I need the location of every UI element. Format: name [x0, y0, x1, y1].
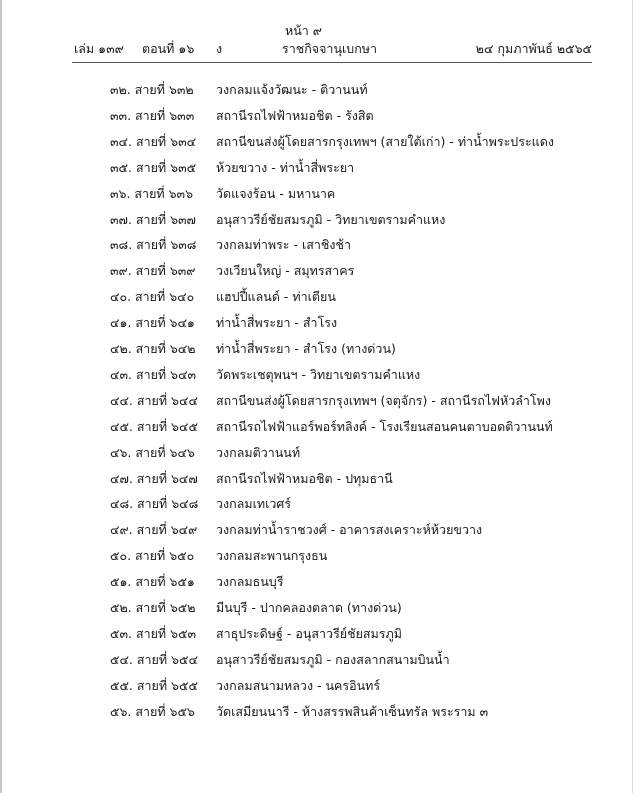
- list-item: [0, 443, 633, 461]
- route-name: วงกลมสะพานกรุงธน: [216, 548, 328, 564]
- route-name: วงกลมเทเวศร์: [216, 496, 292, 512]
- route-name: ท่าน้ำสี่พระยา - สำโรง (ทางด่วน): [216, 341, 396, 356]
- route-number: ๓๓. สายที่ ๖๓๓: [110, 107, 195, 123]
- route-name: สถานีรถไฟฟ้าหมอชิต - ปทุมธานี: [216, 470, 393, 486]
- route-name: วงกลมสนามหลวง - นครอินทร์: [216, 677, 381, 693]
- route-number: ๓๗. สายที่ ๖๓๗: [110, 211, 196, 227]
- list-item: [0, 365, 633, 383]
- list-item: [0, 417, 633, 435]
- list-item: [0, 287, 633, 305]
- list-item: [0, 520, 633, 538]
- route-number: ๔๔. สายที่ ๖๔๔: [110, 392, 198, 408]
- page-number: หน้า ๙: [285, 23, 322, 38]
- route-name: วัดเสมียนนารี - ห้างสรรพสินค้าเซ็นทรัล พระราม ๓: [216, 703, 489, 719]
- document-header: [72, 39, 592, 59]
- list-item: [0, 158, 633, 176]
- route-name: สถานีรถไฟฟ้าแอร์พอร์ทลิงค์ - โรงเรียนสอนคนตาบอดติวานนท์: [216, 418, 553, 434]
- list-item: [0, 313, 633, 331]
- list-item: [0, 106, 633, 124]
- route-number: ๔๒. สายที่ ๖๔๒: [110, 341, 196, 356]
- list-item: [0, 469, 633, 487]
- issue-label: ตอนที่ ๑๖: [142, 41, 195, 56]
- list-item: [0, 598, 633, 616]
- route-name: แฮปปี้แลนด์ - ท่าเตียน: [216, 289, 336, 305]
- section-label: ง: [216, 41, 223, 56]
- route-number: ๔๓. สายที่ ๖๔๓: [110, 366, 197, 382]
- route-number: ๔๐. สายที่ ๖๔๐: [110, 289, 195, 305]
- route-name: วงกลมธนบุรี: [216, 574, 284, 590]
- volume-label: เล่ม ๑๓๙: [74, 41, 124, 56]
- route-name: วงเวียนใหญ่ - สมุทรสาคร: [216, 263, 355, 279]
- route-name: วงกลมแจ้งวัฒนะ - ติวานนท์: [216, 82, 368, 97]
- route-number: ๕๒. สายที่ ๖๕๒: [110, 600, 196, 615]
- route-number: ๓๖. สายที่ ๖๓๖: [110, 185, 194, 201]
- route-name: สถานีขนส่งผู้โดยสารกรุงเทพฯ (จตุจักร) - สถานีรถไฟหัวลำโพง: [216, 392, 551, 408]
- list-item: [0, 572, 633, 590]
- list-item: [0, 676, 633, 694]
- publication-date: ๒๔ กุมภาพันธ์ ๒๕๖๕: [475, 41, 592, 56]
- route-number: ๕๑. สายที่ ๖๕๑: [110, 574, 195, 590]
- route-number: ๓๘. สายที่ ๖๓๘: [110, 237, 197, 253]
- route-name: สาธุประดิษฐ์ - อนุสาวรีย์ชัยสมรภูมิ: [216, 625, 402, 641]
- route-number: ๔๗. สายที่ ๖๔๗: [110, 470, 198, 486]
- route-name: วงกลมท่าพระ - เสาชิงช้า: [216, 237, 351, 253]
- route-name: สถานีขนส่งผู้โดยสารกรุงเทพฯ (สายใต้เก่า) - ท่าน้ำพระประแดง: [216, 133, 554, 149]
- list-item: [0, 624, 633, 642]
- route-name: วัดแจงร้อน - มหานาค: [216, 185, 336, 201]
- route-name: อนุสาวรีย์ชัยสมรภูมิ - กองสลากสนามบินน้ำ: [216, 651, 450, 667]
- list-item: [0, 261, 633, 279]
- list-item: [0, 80, 633, 98]
- route-name: ท่าน้ำสี่พระยา - สำโรง: [216, 315, 338, 331]
- list-item: [0, 391, 633, 409]
- list-item: [0, 494, 633, 512]
- route-name: วัดพระเชตุพนฯ - วิทยาเขตรามคำแหง: [216, 366, 421, 382]
- route-name: วงกลมท่าน้ำราชวงศ์ - อาคารสงเคราะห์ห้วยขวาง: [216, 522, 483, 538]
- route-number: ๓๕. สายที่ ๖๓๕: [110, 159, 197, 175]
- route-number: ๓๒. สายที่ ๖๓๒: [110, 82, 194, 97]
- list-item: [0, 546, 633, 564]
- list-item: [0, 650, 633, 668]
- list-item: [0, 702, 633, 720]
- route-number: ๔๘. สายที่ ๖๔๘: [110, 496, 199, 512]
- list-item: [0, 235, 633, 253]
- route-number: ๕๖. สายที่ ๖๕๖: [110, 703, 195, 719]
- route-name: ห้วยขวาง - ท่าน้ำสี่พระยา: [216, 159, 355, 175]
- route-number: ๓๔. สายที่ ๖๓๔: [110, 133, 197, 149]
- route-name: อนุสาวรีย์ชัยสมรภูมิ - วิทยาเขตรามคำแหง: [216, 211, 446, 227]
- route-number: ๕๐. สายที่ ๖๕๐: [110, 548, 195, 564]
- list-item: [0, 184, 633, 202]
- route-number: ๔๑. สายที่ ๖๔๑: [110, 315, 195, 331]
- list-item: [0, 132, 633, 150]
- list-item: [0, 339, 633, 357]
- route-name: สถานีรถไฟฟ้าหมอชิต - รังสิต: [216, 107, 374, 123]
- journal-title: ราชกิจจานุเบกษา: [282, 41, 378, 56]
- route-number: ๔๖. สายที่ ๖๔๖: [110, 444, 195, 460]
- route-name: มีนบุรี - ปากคลองตลาด (ทางด่วน): [216, 600, 402, 615]
- route-number: ๔๕. สายที่ ๖๔๕: [110, 418, 198, 434]
- route-number: ๓๙. สายที่ ๖๓๙: [110, 263, 196, 279]
- header-divider: [72, 62, 592, 63]
- route-number: ๕๔. สายที่ ๖๕๔: [110, 651, 198, 667]
- list-item: [0, 210, 633, 228]
- route-name: วงกลมติวานนท์: [216, 444, 301, 460]
- route-number: ๔๙. สายที่ ๖๔๙: [110, 522, 198, 538]
- route-number: ๕๓. สายที่ ๖๕๓: [110, 625, 197, 641]
- route-number: ๕๕. สายที่ ๖๕๕: [110, 677, 198, 693]
